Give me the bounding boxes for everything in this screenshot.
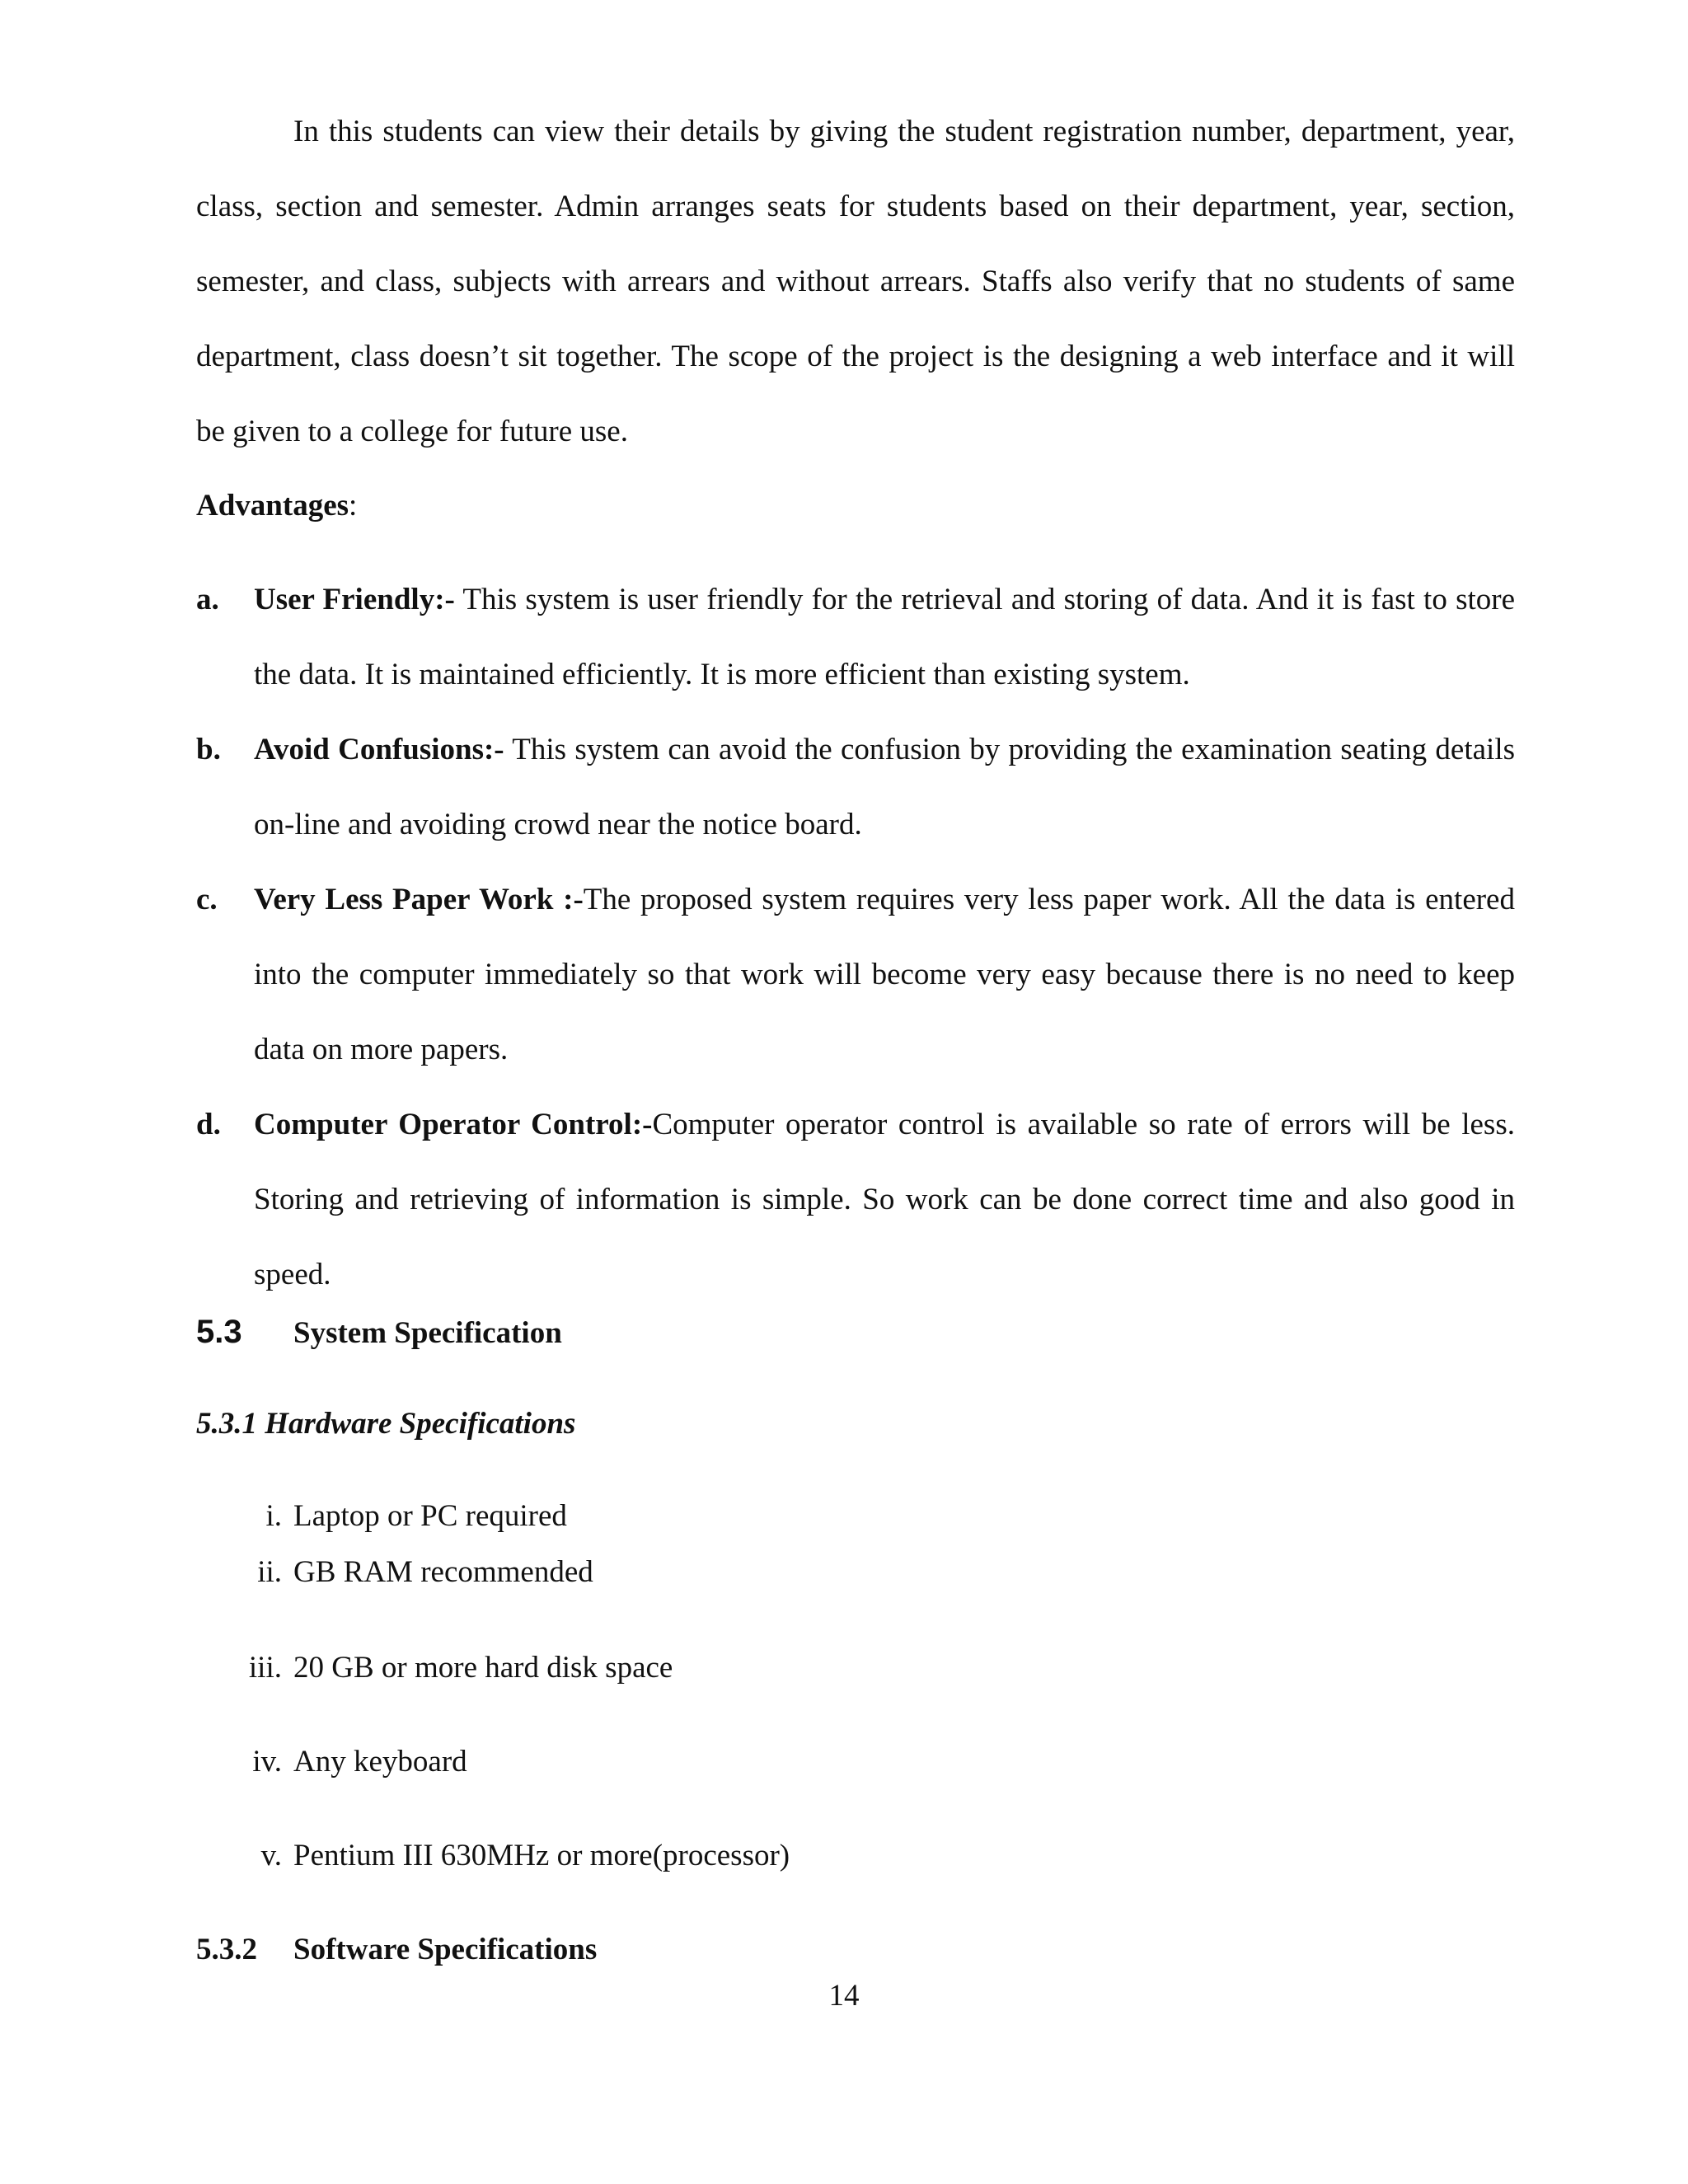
advantage-title: Very Less Paper Work :- [254, 883, 584, 916]
advantage-marker: b. [196, 733, 221, 766]
advantage-text: This system can avoid the confusion by providing the examination seating details on-line and avoiding crowd near the notice board. [254, 733, 1516, 841]
page-number: 14 [828, 1979, 860, 2013]
advantage-text: This system is user friendly for the retrieval and storing of data. And it is fast to store the data. It is maintained efficiently. It is more efficient than existing system. [254, 583, 1515, 691]
advantage-marker: a. [196, 583, 219, 616]
hardware-marker: iii. [248, 1651, 282, 1685]
section-heading-5-3 [196, 1309, 562, 1357]
hardware-item [196, 1493, 1185, 1540]
advantages-heading [196, 468, 357, 543]
hardware-text: Pentium III 630MHz or more(processor) [293, 1839, 790, 1872]
advantage-item-user-friendly [196, 562, 1515, 712]
advantage-body [254, 1087, 1515, 1312]
advantage-body [254, 562, 1515, 712]
advantages-heading-colon: : [349, 489, 358, 523]
hardware-text: Laptop or PC required [293, 1499, 567, 1533]
hardware-item [196, 1645, 1185, 1691]
advantage-body [254, 712, 1515, 862]
hardware-text: Any keyboard [293, 1745, 467, 1779]
hardware-marker: iv. [252, 1745, 282, 1779]
hardware-item [196, 1739, 1185, 1785]
hardware-marker: i. [265, 1499, 282, 1533]
software-heading [196, 1927, 597, 1973]
advantage-title: Avoid Confusions:- [254, 733, 504, 766]
intro-paragraph: In this students can view their details by giving the student registration number, department, year, class, section and semester. Admin arranges seats for students based on their department, year, section, semester, and class, subjects with arrears and without arrears. Staffs also verify that no students of same department, class doesn’t sit together. The scope of the project is the designing a web interface and it will be given to a college for future use. [196, 115, 1515, 448]
hardware-item [196, 1549, 1185, 1596]
advantage-title: User Friendly:- [254, 583, 455, 616]
advantage-text: The proposed system requires very less paper work. All the data is entered into the computer immediately so that work will become very easy because there is no need to keep data on more papers. [254, 883, 1515, 1066]
hardware-marker: v. [260, 1839, 282, 1872]
advantage-item-less-paper-work [196, 862, 1515, 1087]
hardware-text: 20 GB or more hard disk space [293, 1651, 673, 1685]
advantage-title: Computer Operator Control:- [254, 1108, 653, 1141]
software-section-title: Software Specifications [293, 1933, 598, 1966]
section-number: 5.3 [196, 1314, 242, 1350]
advantage-item-avoid-confusions [196, 712, 1515, 862]
advantage-body [254, 862, 1515, 1087]
hardware-heading: 5.3.1 Hardware Specifications [196, 1407, 576, 1441]
hardware-item [196, 1833, 1185, 1879]
advantage-marker: d. [196, 1108, 221, 1141]
advantage-marker: c. [196, 883, 218, 916]
advantage-text: Computer operator control is available so rate of errors will be less. Storing and retrieving of information is simple. So work can be done correct time and also good in speed. [254, 1108, 1515, 1291]
advantages-heading-text: Advantages [196, 489, 349, 523]
hardware-marker: ii. [257, 1555, 282, 1589]
section-title: System Specification [293, 1316, 562, 1350]
hardware-text: GB RAM recommended [293, 1555, 593, 1589]
software-section-number: 5.3.2 [196, 1933, 257, 1966]
advantage-item-operator-control [196, 1087, 1515, 1312]
